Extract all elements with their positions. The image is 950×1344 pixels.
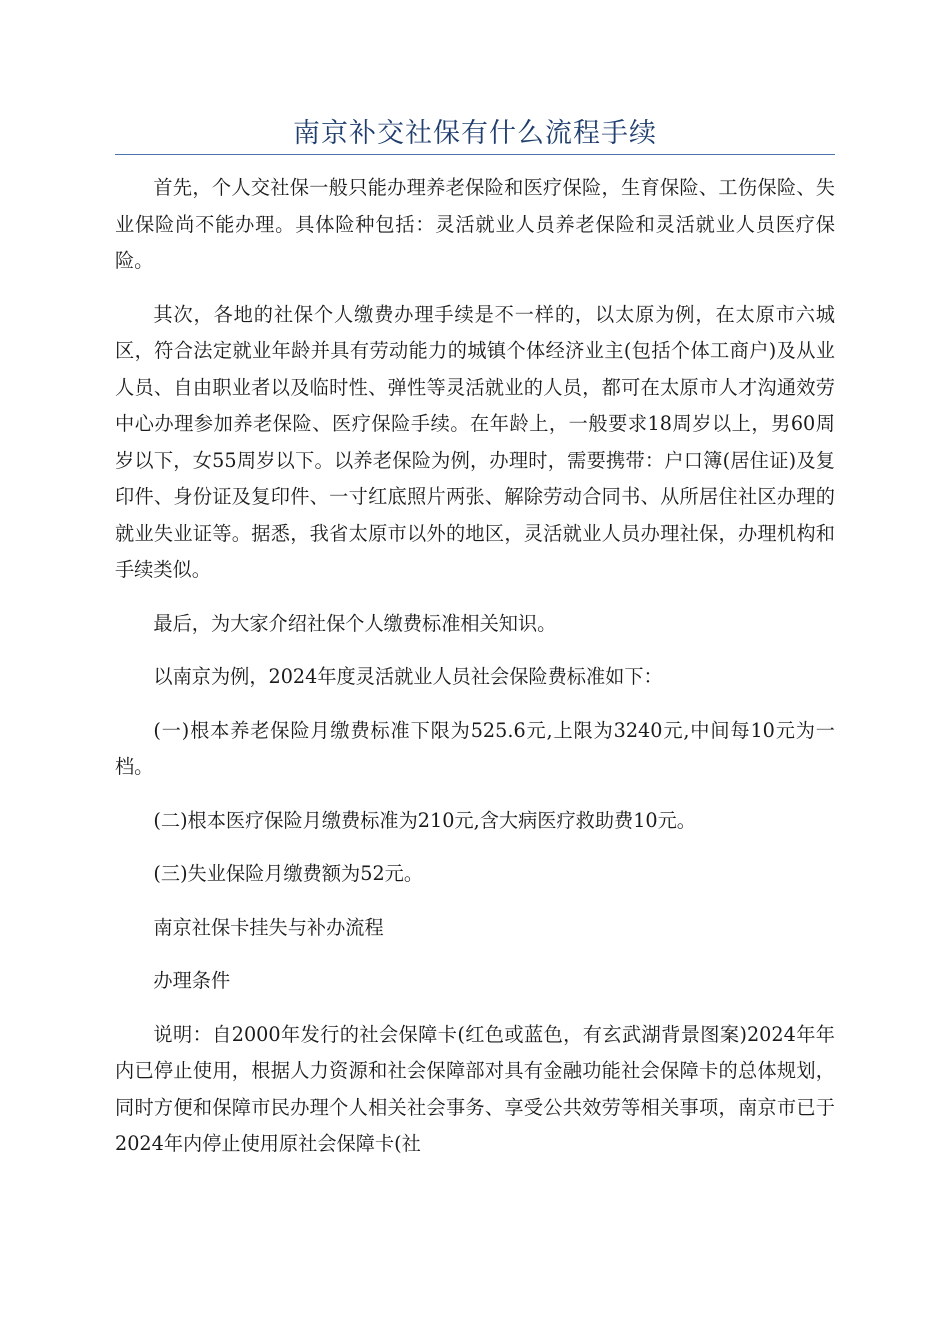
paragraph-unemployment-standard: (三)失业保险月缴费额为52元。 (153, 862, 424, 885)
document-page (115, 0, 835, 1344)
paragraph-card-explanation: 说明：自2000年发行的社会保障卡(红色或蓝色，有玄武湖背景图案)2024年年内已停止使用，根据人力资源和社会保障部对具有金融功能社会保障卡的总体规划，同时方便和保障市民办理个人相关社会事务、享受公共效劳等相关事项，南京市已于2024年内停止使用原社会保障卡(社 (115, 1022, 835, 1155)
paragraph-closing-intro: 最后，为大家介绍社保个人缴费标准相关知识。 (153, 611, 557, 635)
document-body (115, 170, 835, 1180)
section-heading-card-replacement: 南京社保卡挂失与补办流程 (153, 915, 384, 939)
paragraph-intro: 首先，个人交社保一般只能办理养老保险和医疗保险，生育保险、工伤保险、失业保险尚不能办理。具体险种包括：灵活就业人员养老保险和灵活就业人员医疗保险。 (115, 176, 835, 272)
paragraph-nanjing-standard: 以南京为例，2024年度灵活就业人员社会保险费标准如下： (153, 665, 663, 688)
document-title: 南京补交社保有什么流程手续 (293, 118, 657, 149)
section-heading-conditions: 办理条件 (153, 969, 231, 992)
paragraph-taiyuan-example: 其次，各地的社保个人缴费办理手续是不一样的，以太原为例，在太原市六城区，符合法定就业年龄并具有劳动能力的城镇个体经济业主(包括个体工商户)及从业人员、自由职业者以及临时性、弹性等灵活就业的人员，都可在太原市人才沟通效劳中心办理参加养老保险、医疗保险手续。在年龄上，一般要求18周岁以上，男60周岁以下，女55周岁以下。以养老保险为例，办理时，需要携带：户口簿(居住证)及复印件、身份证及复印件、一寸红底照片两张、解除劳动合同书、从所居住社区办理的就业失业证等。据悉，我省太原市以外的地区，灵活就业人员办理社保，办理机构和手续类似。 (115, 302, 835, 581)
title-underline (115, 154, 835, 155)
paragraph-medical-standard: (二)根本医疗保险月缴费标准为210元,含大病医疗救助费10元。 (153, 808, 696, 832)
paragraph-pension-standard: (一)根本养老保险月缴费标准下限为525.6元,上限为3240元,中间每10元为一档。 (115, 718, 835, 778)
